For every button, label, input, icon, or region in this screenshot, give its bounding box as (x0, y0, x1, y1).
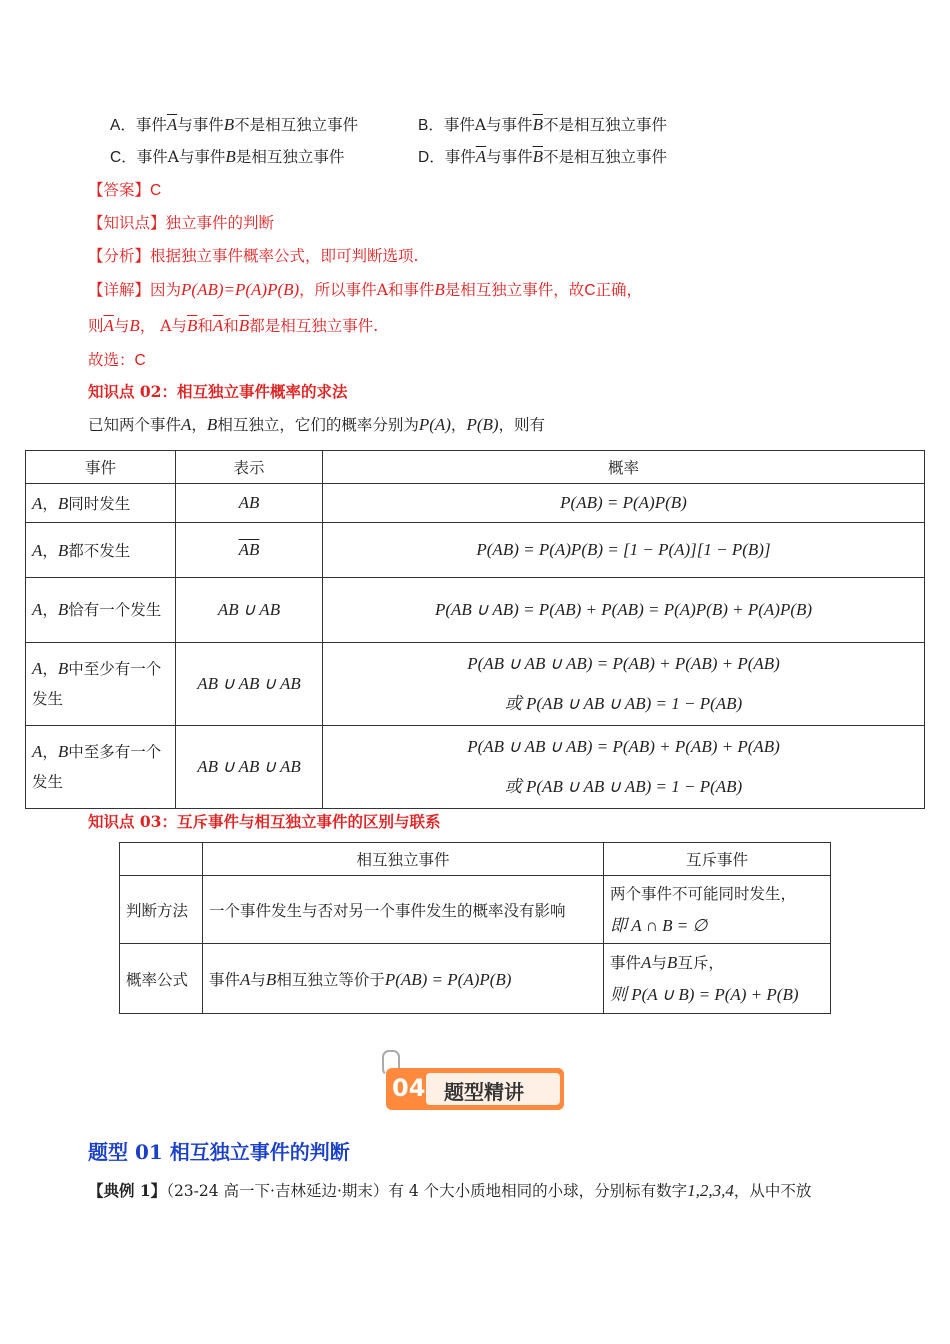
knowledge-line: 【知识点】独立事件的判断 (88, 214, 275, 232)
table1-header-prob: 概率 (323, 451, 925, 484)
table-row: A，B都不发生 $\overline{AB}$ P(AB) = P(A)P(B) = [1 − P(A)][1 − P(B)] (26, 523, 925, 578)
table-independent-events (25, 450, 925, 809)
option-b: B．事件A与事件$\overline{B}$不是相互独立事件 (418, 115, 667, 134)
kp02-intro: 已知两个事件A，B相互独立，它们的概率分别为P(A)，P(B)，则有 (88, 415, 546, 434)
option-a: A．事件$\overline{A}$与事件B不是相互独立事件 (110, 115, 359, 134)
table-row: 概率公式 事件A与B相互独立等价于P(AB) = P(A)P(B) 事件A与B互斥， 则 P(A ∪ B) = P(A) + P(B) (120, 944, 831, 1014)
answer-line: 【答案】C (88, 181, 162, 199)
table1-header-event: 事件 (26, 451, 176, 484)
table-row: 判断方法 一个事件发生与否对另一个事件发生的概率没有影响 两个事件不可能同时发生， 即 A ∩ B = ∅ (120, 876, 831, 944)
banner-text: 题型精讲 (444, 1080, 524, 1104)
analysis-line: 【分析】根据独立事件概率公式，即可判断选项. (88, 247, 419, 265)
conclusion-line: 故选：C (88, 351, 146, 369)
section-heading: 题型 01 相互独立事件的判断 (88, 1140, 350, 1164)
table-row: A，B中至少有一个发生 AB ∪ AB ∪ AB P(AB ∪ AB ∪ AB) = P(AB) + P(AB) + P(AB) 或 P(AB ∪ AB ∪ AB) = 1 − P(AB) (26, 643, 925, 726)
table-row: A，B同时发生 AB P(AB) = P(A)P(B) (26, 484, 925, 523)
table1-header-rep: 表示 (176, 451, 323, 484)
option-d: D．事件$\overline{A}$与事件$\overline{B}$不是相互独立事件 (418, 147, 668, 166)
kp03-title: 知识点 03：互斥事件与相互独立事件的区别与联系 (88, 812, 441, 831)
table-comparison: 相互独立事件 互斥事件 判断方法 一个事件发生与否对另一个事件发生的概率没有影响 两个事件不可能同时发生， 即 A ∩ B = ∅ 概率公式 事件A与B相互独立等价于P(AB) = P(A)P(B) 事件A与B互斥， 则 P(A ∪ B) = P(A) + P(B) (119, 842, 831, 1014)
section-banner (386, 1064, 566, 1112)
option-c: C．事件A与事件B是相互独立事件 (110, 147, 345, 166)
table-row: A，B中至多有一个发生 AB ∪ AB ∪ AB P(AB ∪ AB ∪ AB) = P(AB) + P(AB) + P(AB) 或 P(AB ∪ AB ∪ AB) = 1 − P(AB) (26, 726, 925, 809)
example-line: 【典例 1】（23-24 高一下·吉林延边·期末）有 4 个大小质地相同的小球，分别标有数字1,2,3,4，从中不放 (88, 1181, 812, 1200)
banner-number: 04 (392, 1074, 426, 1102)
detail-line-1: 【详解】因为P(AB)=P(A)P(B)，所以事件A和事件B是相互独立事件，故C正确， (88, 280, 643, 299)
kp02-title: 知识点 02：相互独立事件概率的求法 (88, 382, 348, 401)
detail-line-2: 则$\overline{A}$与B， A与$\overline{B}$和$\overline{A}$和$\overline{B}$都是相互独立事件. (88, 316, 379, 335)
table-row: A，B恰有一个发生 AB ∪ AB P(AB ∪ AB) = P(AB) + P(AB) = P(A)P(B) + P(A)P(B) (26, 578, 925, 643)
